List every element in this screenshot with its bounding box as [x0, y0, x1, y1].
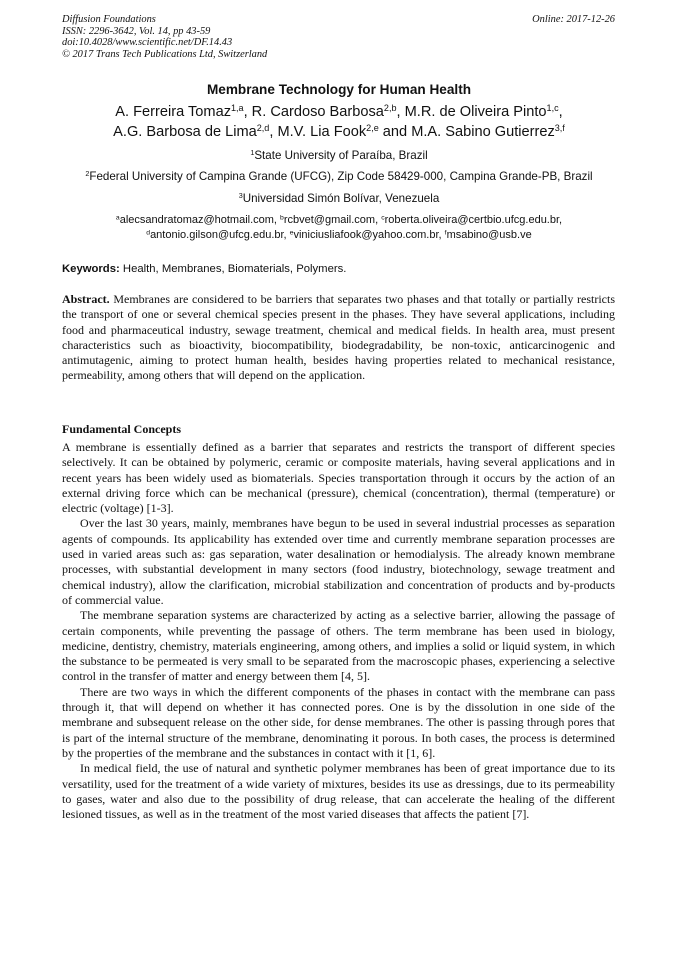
- author-affiliation-mark: 1,a: [231, 103, 244, 114]
- author-name: and M.A. Sabino Gutierrez: [378, 124, 555, 140]
- abstract-text: Membranes are considered to be barriers that separates two phases and that totally or partially restricts the transport of one or several chemical species present in the phases. They have several applications, including food and pharmaceutical industry, sewage treatment, chemical and medical fields. In health area, must present characteristics such as bioactivity, biocompatibility, biodegradability, be non-toxic, anticarcinogenic and antimutagenic, aiming to protect human health, besides having properties related to mechanical resistance, permeability, among others that will depend on the application.: [62, 292, 615, 383]
- author-name: , M.R. de Oliveira Pinto: [396, 104, 547, 120]
- abstract: [62, 292, 615, 384]
- journal-issn: ISSN: 2296-3642, Vol. 14, pp 43-59: [62, 25, 211, 37]
- author-line-2: [30, 122, 648, 142]
- section-body: [62, 440, 615, 822]
- email-mark: f: [444, 228, 447, 236]
- email-mark: a: [115, 214, 120, 222]
- keywords-label: Keywords:: [62, 263, 120, 275]
- online-date: Online: 2017-12-26: [532, 14, 615, 25]
- journal-name: Diffusion Foundations: [62, 14, 156, 25]
- email-link[interactable]: viniciusliafook@yahoo.com.br,: [293, 228, 445, 241]
- affiliation-2: [30, 170, 648, 183]
- email-mark: d: [146, 228, 151, 236]
- author-line-1: [30, 102, 648, 122]
- body-paragraph: A membrane is essentially defined as a barrier that separates and restricts the transport of different species selectively. It can be obtained by polymeric, ceramic or composite materials, having several applications and in recent years has been widely used as biomaterials. Species transportation through it occurs by the action of an external driving force which can be mechanical (pressure), chemical (concentration), thermal (temperature) or electric (voltage) [1-3].: [62, 440, 615, 516]
- author-name: A. Ferreira Tomaz: [115, 104, 231, 120]
- affiliation-number: 1: [250, 148, 255, 158]
- email-mark: c: [381, 214, 385, 222]
- author-emails: [30, 213, 648, 242]
- body-paragraph: The membrane separation systems are characterized by acting as a selective barrier, allowing the passage of certain components, while preventing the passage of others. The term membrane has been used in biology, medicine, dentistry, chemistry, materials engineering, among others, and implies a solid or liquid system, in which the substance to be permeated is very small to be separated from the macroscopic phases, experiencing a selective control in the transfer of matter and energy between them [4, 5].: [62, 608, 615, 684]
- author-affiliation-mark: 2,e: [366, 123, 379, 134]
- affiliation-number: 3: [238, 191, 243, 201]
- journal-doi[interactable]: doi:10.4028/www.scientific.net/DF.14.43: [62, 37, 233, 49]
- body-paragraph: In medical field, the use of natural and synthetic polymer membranes has been of great importance due to its versatility, used for the treatment of a wide variety of mixtures, besides its use as dressings, due to its permeability to gases, water and also due to the possibility of drug release, that can accelerate the healing of the different lesioned tissues, as well as in the treatment of the most varied diseases that affects the patient [7].: [62, 761, 615, 822]
- author-affiliation-mark: 1,c: [546, 103, 559, 114]
- author-separator: ,: [558, 104, 563, 120]
- affiliation-text: Universidad Simón Bolívar, Venezuela: [242, 192, 440, 205]
- paper-title: Membrane Technology for Human Health: [206, 82, 472, 97]
- email-line-2: [30, 228, 648, 243]
- email-link[interactable]: alecsandratomaz@hotmail.com,: [119, 214, 281, 226]
- journal-header: [62, 14, 267, 60]
- email-link[interactable]: antonio.gilson@ufcg.edu.br,: [150, 228, 290, 241]
- email-link[interactable]: rcbvet@gmail.com,: [283, 214, 382, 226]
- author-affiliation-mark: 2,d: [256, 123, 270, 134]
- journal-copyright: © 2017 Trans Tech Publications Ltd, Switzerland: [62, 48, 268, 60]
- affiliation-1: [30, 149, 648, 162]
- author-name: A.G. Barbosa de Lima: [113, 124, 257, 140]
- affiliation-number: 2: [85, 169, 90, 179]
- keywords-text: Health, Membranes, Biomaterials, Polymers.: [119, 263, 347, 275]
- affiliation-text: State University of Paraíba, Brazil: [254, 149, 428, 162]
- author-list: [30, 102, 648, 142]
- section-heading: Fundamental Concepts: [62, 422, 182, 436]
- affiliation-text: Federal University of Campina Grande (UFCG), Zip Code 58429-000, Campina Grande-PB, Brazil: [89, 170, 593, 183]
- email-mark: b: [280, 214, 284, 222]
- body-paragraph: Over the last 30 years, mainly, membranes have begun to be used in several industrial processes as separation agents of compounds. Its applicability has extended over time and currently membrane separation processes are used in varied areas such as: gas separation, water desalination or hemodialysis. The already known membrane processes, with substantial development in many sectors (food industry, biotechnology, sewage treatment and chemical industry), allow the clarification, microbial stabilization and concentration of products and by-products of commercial value.: [62, 516, 615, 607]
- author-affiliation-mark: 2,b: [383, 103, 397, 114]
- abstract-label: Abstract.: [62, 292, 110, 306]
- author-affiliation-mark: 3,f: [554, 123, 565, 134]
- email-mark: e: [289, 228, 294, 236]
- author-name: , M.V. Lia Fook: [269, 124, 367, 140]
- email-link[interactable]: roberta.oliveira@certbio.ufcg.edu.br,: [384, 214, 563, 226]
- body-paragraph: There are two ways in which the different components of the phases in contact with the membrane can pass through it, that will depend on whether it has connected pores. One is by the dissolution in one side of the membrane and subsequent release on the other side, for dense membranes. The other is passing through pores that is part of the internal structure of the membrane, denominating it porous. In both cases, the process is determined by the properties of the membrane and the substances in contact with it [1, 6].: [62, 684, 615, 760]
- email-line-1: [30, 213, 648, 228]
- affiliation-3: [30, 192, 648, 205]
- keywords: [62, 263, 346, 275]
- email-link[interactable]: msabino@usb.ve: [446, 228, 532, 241]
- author-name: , R. Cardoso Barbosa: [243, 104, 384, 120]
